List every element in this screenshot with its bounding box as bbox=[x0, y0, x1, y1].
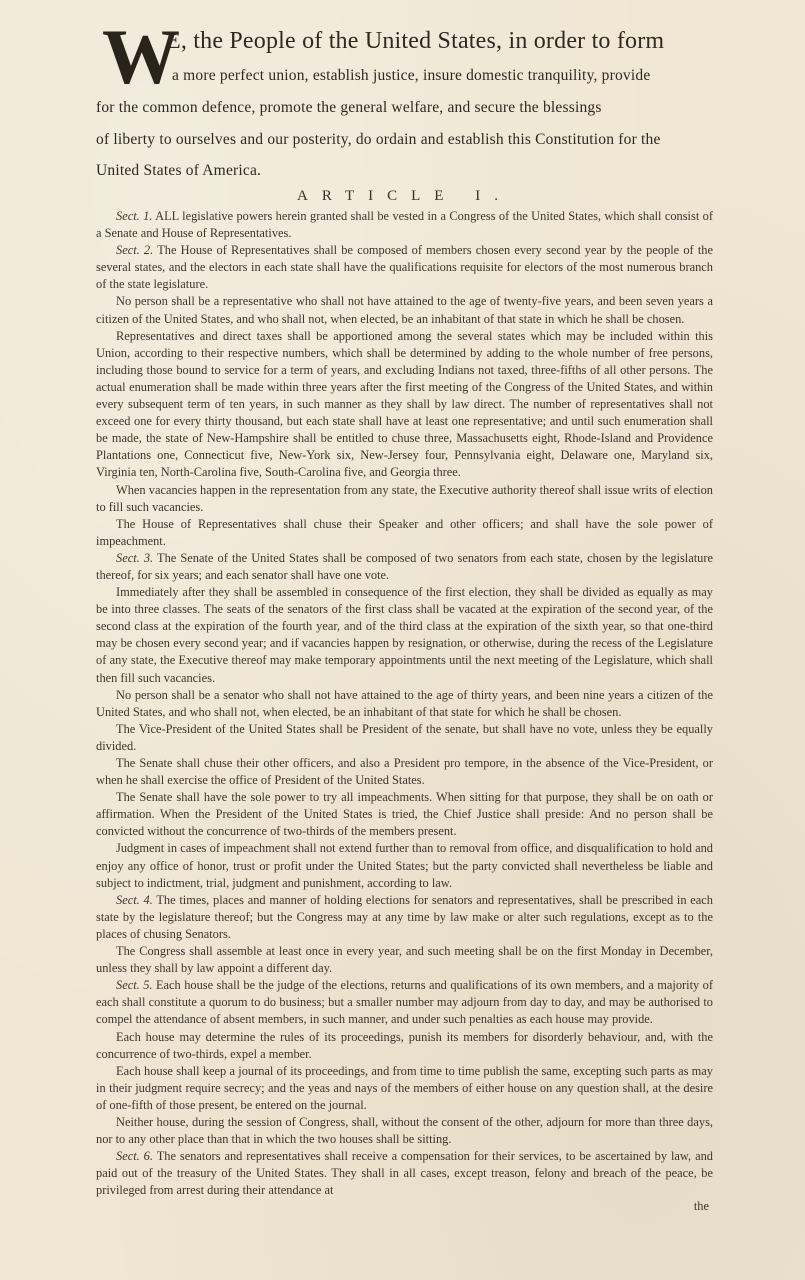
paragraph bbox=[96, 943, 713, 977]
paragraph bbox=[96, 293, 713, 327]
section-label: Sect. 6. bbox=[116, 1149, 153, 1164]
paragraph-text: Representatives and direct taxes shall be apportioned among the several states which may be included within this Union, according to their respective numbers, which shall be determined by adding to the whole number of free persons, including those bound to service for a term of years, and excluding Indians not taxed, three-fifths of all other persons. The actual enumeration shall be made within three years after the first meeting of the Congress of the United States, and within every subsequent term of ten years, in such manner as they shall by law direct. The number of representatives shall not exceed one for every thirty thousand, but each state shall have at least one representative; and until such enumeration shall be made, the state of New-Hampshire shall be entitled to chuse three, Massachusetts eight, Rhode-Island and Providence Plantations one, Connecticut five, New-York six, New-Jersey four, Pennsylvania eight, Delaware one, Maryland six, Virginia ten, North-Carolina five, South-Carolina five, and Georgia three. bbox=[96, 328, 713, 480]
paragraph-text: Judgment in cases of impeachment shall not extend further than to removal from office, and disqualification to hold and enjoy any office of honor, trust or profit under the United States; but the party convicted shall nevertheless be liable and subject to indictment, trial, judgment and punishment, according to law. bbox=[96, 841, 713, 890]
drop-cap: W bbox=[102, 13, 181, 100]
paragraph-text: Neither house, during the session of Congress, shall, without the consent of the other, adjourn for more than three days, nor to any other place than that in which the two houses shall be sitting. bbox=[96, 1114, 713, 1147]
paragraph bbox=[96, 687, 713, 721]
paragraph bbox=[96, 516, 713, 550]
paragraph-text: The House of Representatives shall chuse their Speaker and other officers; and shall have the sole power of impeachment. bbox=[96, 516, 713, 548]
catchword: the bbox=[693, 1199, 709, 1214]
section-label: Sect. 3. bbox=[116, 550, 154, 565]
paragraph-text: The senators and representatives shall receive a compensation for their services, to be ascertained by law, and paid out of the treasury of the United States. They shall in all cases, except treason, felony and breach of the peace, be privileged from arrest during their attendance at bbox=[96, 1149, 713, 1198]
paragraph bbox=[96, 1114, 713, 1148]
paragraph bbox=[96, 482, 713, 516]
paragraph-text: No person shall be a senator who shall not have attained to the age of thirty years, and been nine years a citizen of the United States, and who shall not, when elected, be an inhabitant of that state for which he shall be chosen. bbox=[96, 687, 713, 719]
paragraph-text: Each house shall be the judge of the elections, returns and qualifications of its own members, and a majority of each shall constitute a quorum to do business; but a smaller number may adjourn from day to day, and may be authorised to compel the attendance of absent members, in such manner, and under such penalties as each house may provide. bbox=[96, 978, 713, 1027]
paragraph bbox=[96, 892, 713, 943]
preamble-line-1: E, the People of the United States, in order to form bbox=[166, 28, 665, 54]
article-body bbox=[96, 208, 713, 1199]
paragraph bbox=[96, 977, 713, 1028]
paragraph-text: The Senate shall chuse their other officers, and also a President pro tempore, in the absence of the Vice-President, or when he shall exercise the office of President of the United States. bbox=[96, 756, 713, 788]
preamble-line-4: of liberty to ourselves and our posterity, do ordain and establish this Constitution for the bbox=[96, 131, 661, 148]
paragraph-text: Each house may determine the rules of its proceedings, punish its members for disorderly behaviour, and, with the concurrence of two-thirds, expel a member. bbox=[96, 1029, 713, 1061]
paragraph bbox=[96, 1148, 713, 1199]
section-label: Sect. 2. bbox=[116, 243, 154, 258]
paragraph-text: The House of Representatives shall be composed of members chosen every second year by the people of the several states, and the electors in each state shall have the qualifications requisite for electors of the most numerous branch of the state legislature. bbox=[96, 243, 714, 292]
section-label: Sect. 4. bbox=[116, 892, 153, 907]
paragraph-text: No person shall be a representative who shall not have attained to the age of twenty-five years, and been seven years a citizen of the United States, and who shall not, when elected, be an inhabitant of that state in which he shall be chosen. bbox=[96, 294, 713, 326]
paragraph bbox=[96, 755, 713, 789]
paragraph-text: When vacancies happen in the representation from any state, the Executive authority thereof shall issue writs of election to fill such vacancies. bbox=[96, 482, 713, 514]
paragraph bbox=[96, 550, 713, 584]
paragraph bbox=[96, 1029, 713, 1063]
article-title: ARTICLE I. bbox=[297, 188, 512, 204]
paragraph-text: Immediately after they shall be assembled in consequence of the first election, they shall be divided as equally as may be into three classes. The seats of the senators of the first class shall be vacated at the expiration of the second year, of the second class at the expiration of the fourth year, and of the third class at the expiration of the sixth year, so that one-third may be chosen every second year; and if vacancies happen by resignation, or otherwise, during the recess of the Legislature of any state, the Executive thereof may make temporary appointments until the next meeting of the Legislature, which shall then fill such vacancies. bbox=[96, 585, 713, 685]
paragraph bbox=[96, 840, 713, 891]
paragraph bbox=[96, 328, 713, 482]
paragraph-text: ALL legislative powers herein granted shall be vested in a Congress of the United States, which shall consist of a Senate and House of Representatives. bbox=[96, 209, 713, 241]
section-label: Sect. 5. bbox=[116, 978, 153, 993]
paragraph-text: The Congress shall assemble at least once in every year, and such meeting shall be on the first Monday in December, unless they shall by law appoint a different day. bbox=[96, 944, 713, 976]
paragraph bbox=[96, 242, 713, 293]
paragraph bbox=[96, 721, 713, 755]
section-label: Sect. 1. bbox=[116, 209, 153, 223]
paragraph-text: The times, places and manner of holding elections for senators and representatives, shall be prescribed in each state by the legislature thereof; but the Congress may at any time by law make or alter such regulations, except as to the places of chusing Senators. bbox=[96, 892, 713, 941]
paragraph-text: The Vice-President of the United States shall be President of the senate, but shall have no vote, unless they be equally divided. bbox=[96, 721, 713, 753]
paragraph bbox=[96, 584, 713, 687]
preamble-line-2: a more perfect union, establish justice, insure domestic tranquility, provide bbox=[172, 67, 651, 84]
paragraph bbox=[96, 1063, 713, 1114]
preamble-line-5: United States of America. bbox=[96, 162, 262, 179]
paragraph-text: The Senate shall have the sole power to try all impeachments. When sitting for that purpose, they shall be on oath or affirmation. When the President of the United States is tried, the Chief Justice shall preside: And no person shall be convicted without the concurrence of two-thirds of the members present. bbox=[96, 790, 713, 839]
paragraph-text: The Senate of the United States shall be composed of two senators from each state, chosen by the legislature thereof, for six years; and each senator shall have one vote. bbox=[96, 550, 713, 582]
paragraph bbox=[96, 208, 713, 242]
preamble-line-3: for the common defence, promote the general welfare, and secure the blessings bbox=[96, 99, 602, 116]
paragraph bbox=[96, 789, 713, 840]
paragraph-text: Each house shall keep a journal of its proceedings, and from time to time publish the same, excepting such parts as may in their judgment require secrecy; and the yeas and nays of the members of either house on any question shall, at the desire of one-fifth of those present, be entered on the journal. bbox=[96, 1063, 713, 1112]
preamble bbox=[96, 13, 713, 179]
